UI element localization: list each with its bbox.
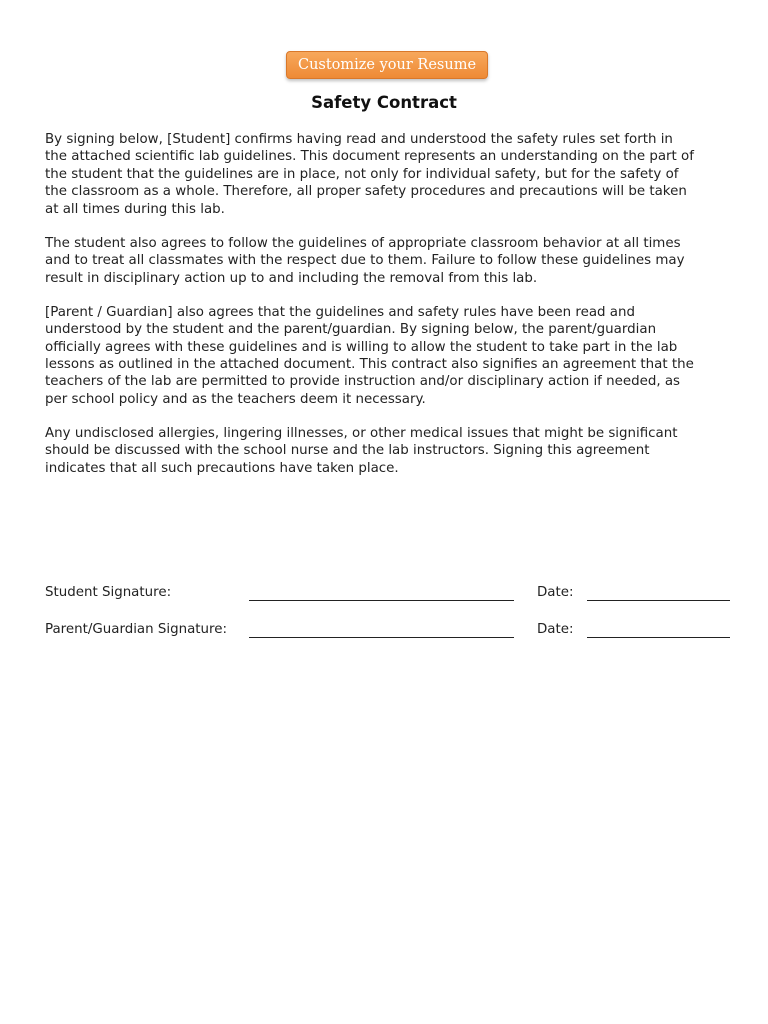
paragraph-student-agreement: By signing below, [Student] confirms having read and understood the safety rules set forth in the attached scientific lab guidelines. This document represents an understanding on the part of the student that the guidelines are in place, not only for individual safety, but for the safety of the classroom as a whole. Therefore, all proper safety procedures and precautions will be taken at all times during this lab. (45, 132, 694, 217)
document-title: Safety Contract (311, 93, 457, 112)
parent-signature-row (45, 622, 735, 644)
student-signature-row (45, 585, 735, 607)
parent-signature-line[interactable] (249, 637, 514, 638)
student-date-line[interactable] (587, 600, 730, 601)
student-date-label: Date: (537, 585, 574, 600)
parent-signature-label: Parent/Guardian Signature: (45, 622, 227, 637)
student-signature-line[interactable] (249, 600, 514, 601)
paragraph-classroom-behavior: The student also agrees to follow the guidelines of appropriate classroom behavior at all times and to treat all classmates with the respect due to them. Failure to follow these guidelines may result in disciplinary action up to and including the removal from this lab. (45, 235, 685, 286)
paragraph-medical-issues: Any undisclosed allergies, lingering illnesses, or other medical issues that might be significant should be discussed with the school nurse and the lab instructors. Signing this agreement indicates that all such precautions have taken place. (45, 426, 678, 476)
paragraph-parent-agreement: [Parent / Guardian] also agrees that the guidelines and safety rules have been read and understood by the student and the parent/guardian. By signing below, the parent/guardian officially agrees with these guidelines and is willing to allow the student to take part in the lab lessons as outlined in the attached document. This contract also signifies an agreement that the teachers of the lab are permitted to provide instruction and/or disciplinary action if needed, as per school policy and as the teachers deem it necessary. (45, 304, 694, 407)
parent-date-line[interactable] (587, 637, 730, 638)
document-body (45, 131, 735, 494)
parent-date-label: Date: (537, 622, 574, 637)
student-signature-label: Student Signature: (45, 585, 172, 600)
customize-resume-button[interactable]: Customize your Resume (286, 51, 488, 79)
